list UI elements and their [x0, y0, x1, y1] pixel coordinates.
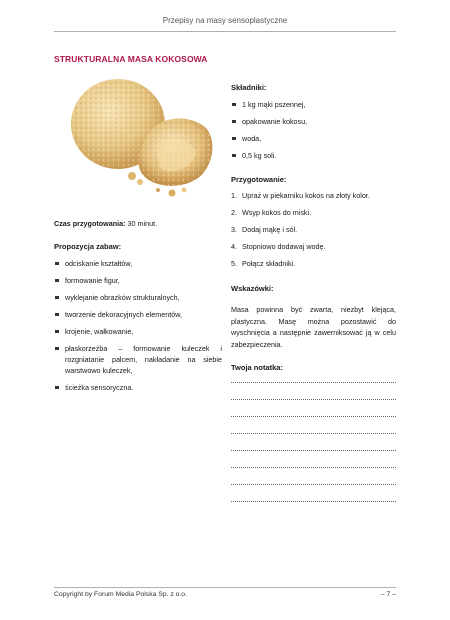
notes-heading: Twoja notatka: — [231, 363, 283, 372]
running-header: Przepisy na masy sensoplastyczne — [162, 16, 288, 25]
header-divider — [54, 31, 396, 32]
step-item: 1. Upraż w piekarniku kokos na złoty kolor. — [231, 191, 370, 200]
page-title: STRUKTURALNA MASA KOKOSOWA — [54, 54, 208, 64]
prep-heading: Przygotowanie: — [231, 175, 287, 184]
step-item: 3. Dodaj mąkę i sól. — [231, 225, 298, 234]
ingredients-heading: Składniki: — [231, 83, 267, 92]
note-line[interactable] — [231, 416, 396, 417]
list-item: 0,5 kg soli. — [231, 150, 396, 161]
tips-text: Masa powinna być zwarta, niezbyt klejąca, plastyczna. Masę można pozostawić do wyschnięcia a następnie zawerniksować ją w celu zabezpieczenia. — [231, 305, 396, 349]
note-line[interactable] — [231, 484, 396, 485]
list-item: formowanie figur, — [54, 275, 222, 286]
note-line[interactable] — [231, 399, 396, 400]
footer-copyright: Copyright by Forum Media Polska Sp. z o.o. — [54, 591, 187, 598]
tips-heading: Wskazówki: — [231, 284, 274, 293]
prep-time-value: 30 minut. — [125, 219, 158, 228]
list-item: ścieżka sensoryczna. — [54, 382, 222, 393]
proposals-heading: Propozycja zabaw: — [54, 242, 122, 251]
proposals-list — [54, 258, 222, 393]
note-line[interactable] — [231, 382, 396, 383]
list-item: płaskorzeźba – formowanie kuleczek i rozgniatanie palcem, nakładanie na siebie warstwowo kuleczek, — [54, 343, 222, 376]
prep-time — [54, 218, 222, 229]
list-item: opakowanie kokosu, — [231, 116, 396, 127]
prep-time-label: Czas przygotowania: — [54, 219, 126, 228]
page-number: – 7 – — [380, 591, 396, 598]
ingredients-list — [231, 99, 396, 161]
notes-lines — [231, 382, 396, 502]
list-item: tworzenie dekoracyjnych elementów, — [54, 309, 222, 320]
step-item: 2. Wsyp kokos do miski. — [231, 208, 312, 217]
left-column — [54, 218, 222, 393]
step-item: 4. Stopniowo dodawaj wodę. — [231, 242, 326, 251]
right-column — [231, 82, 396, 502]
coconut-dough-photo — [60, 72, 218, 204]
note-line[interactable] — [231, 433, 396, 434]
list-item: wyklejanie obrazków strukturalnych, — [54, 292, 222, 303]
steps-list — [231, 190, 396, 269]
note-line[interactable] — [231, 501, 396, 502]
footer-divider — [54, 587, 396, 588]
list-item: woda, — [231, 133, 396, 144]
list-item: krojenie, wałkowanie, — [54, 326, 222, 337]
note-line[interactable] — [231, 450, 396, 451]
list-item: odciskanie kształtów, — [54, 258, 222, 269]
list-item: 1 kg mąki pszennej, — [231, 99, 396, 110]
note-line[interactable] — [231, 467, 396, 468]
step-item: 5. Połącz składniki. — [231, 259, 296, 268]
